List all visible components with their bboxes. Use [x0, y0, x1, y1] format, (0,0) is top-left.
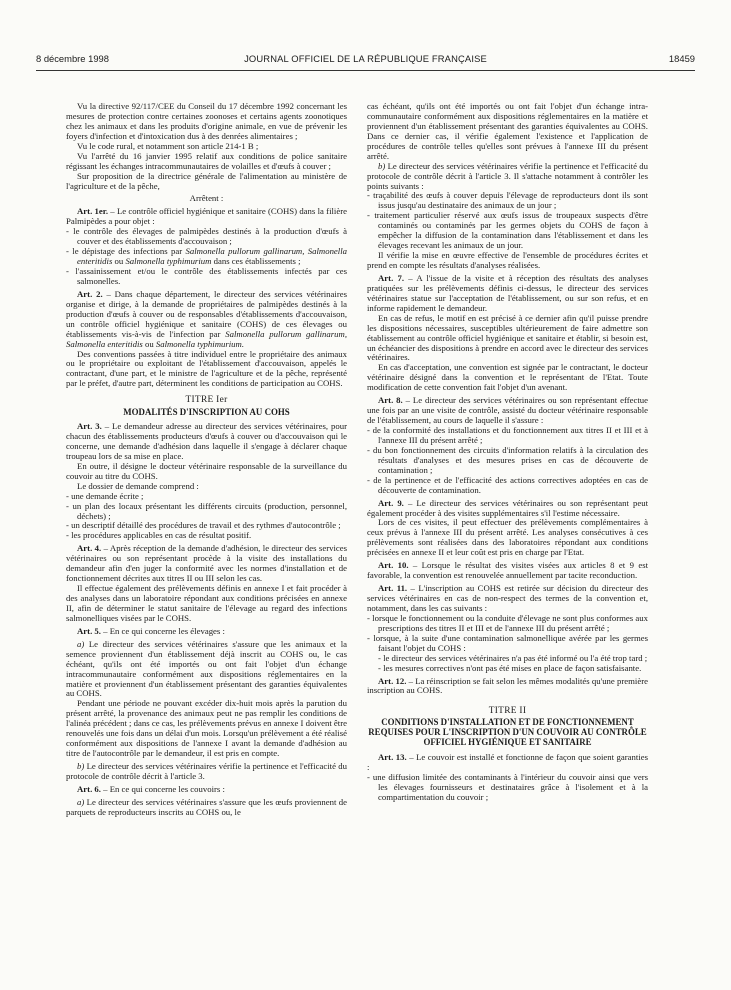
right-column — [367, 102, 648, 803]
article-6-point-a: a) Le directeur des services vétérinaires s'assure que les œufs proviennent de parquets de reproducteurs inscrits au COHS ou, le — [66, 796, 347, 817]
header-rule — [36, 70, 695, 71]
article-3-item: - un plan des locaux présentant les différents circuits (production, personnel, déchets) ; — [66, 500, 347, 521]
article-3-heading: Art. 3. — [77, 421, 102, 432]
article-10-heading: Art. 10. — [378, 560, 409, 571]
titre-1-heading: TITRE Ier — [185, 395, 228, 406]
article-3: Art. 3. – Le demandeur adresse au directeur des services vétérinaires, pour chacun des établissements producteurs d'œufs à couver ou d'accouvaison qui le concerne, une demande d'adhésion dans laquelle il s'engage à déclarer chaque troupeau lors de sa mise en place. — [66, 421, 347, 461]
article-3-item: - un descriptif détaillé des procédures de travail et des rythmes d'autocontrôle ; — [66, 520, 341, 531]
article-5-point-a: a) Le directeur des services vétérinaires s'assure que les animaux et la semence proviennent d'un établissement déjà inscrit au COHS ou, le cas échéant, qu'ils ont été importés ou ont fait l'objet d'un échange intracommunautaire conformément aux dispositions réglementaires en la matière et proviennent d'un établissement présentant des garanties équivalentes au COHS. — [66, 638, 347, 699]
article-9-heading: Art. 9. — [378, 497, 404, 508]
visa-directive: Vu la directive 92/117/CEE du Conseil du 17 décembre 1992 concernant les mesures de protection contre certaines zoonoses et certains agents zoonotiques chez les animaux et dans les produits d'origine animale, en vue de prévenir les foyers d'infection et d'intoxication dus à des denrées alimentaires ; — [66, 101, 347, 141]
header-journal-title: JOURNAL OFFICIEL DE LA RÉPUBLIQUE FRANÇAISE — [244, 53, 487, 64]
article-5: Art. 5. – En ce qui concerne les élevages : — [77, 625, 225, 636]
article-11-subitem: - le directeur des services vétérinaires n'a pas été informé ou l'a été trop tard ; — [378, 652, 648, 663]
article-6-paragraph: Il vérifie la mise en œuvre effective de l'ensemble de procédures écrites et prend en compte les résultats d'analyses réalisées. — [367, 250, 648, 270]
article-3-paragraph: En outre, il désigne le docteur vétérinaire responsable de la surveillance du couvoir au titre du COHS. — [66, 460, 347, 481]
article-9-paragraph: Lors de ces visites, il peut effectuer des prélèvements complémentaires à ceux prévus à l'annexe III du présent arrêté. Les analyses consécutives à ces prélèvements sont réalisées dans des laboratoires répondant aux conditions précisées en annexe II et leur coût est pris en charge par l'Etat. — [367, 517, 648, 558]
article-4: Art. 4. – Après réception de la demande d'adhésion, le directeur des services vétérinaires ou son représentant procède à la visite des installations du demandeur afin d'en juger la conformité avec les normes d'installation et de fonctionnement décrites aux titres II ou III selon les cas. — [66, 543, 348, 584]
article-8-item: - de la conformité des installations et du fonctionnement aux titres II et III et à l'annexe III du présent arrêté ; — [367, 425, 648, 445]
article-7-paragraph: En cas d'acceptation, une convention est signée par le contractant, le docteur vétérinaire désigné dans la convention et le représentant de l'Etat. Toute modification de cette convention fait l'objet d'un avenant. — [367, 362, 648, 393]
article-2: Art. 2. – Dans chaque département, le directeur des services vétérinaires organise et dirige, à la demande de propriétaires de palmipèdes destinés à la production d'œufs à couver ou de responsables d'établissements d'accouvaison, un contrôle officiel hygiénique et sanitaire (COHS) de ces élevages ou établissements vis-à-vis de l'infection par Salmonella pullorum gallinarum, Salmonella enteritidis ou Salmonella typhimurium. — [66, 288, 347, 349]
article-6: Art. 6. – En ce qui concerne les couvoirs : — [77, 783, 225, 794]
header-page-number: 18459 — [668, 53, 695, 64]
article-9: Art. 9. – Le directeur des services vétérinaires ou son représentant peut également procéder à des visites supplémentaires s'il l'estime nécessaire. — [367, 497, 648, 518]
article-3-item: - une demande écrite ; — [66, 490, 144, 501]
article-12: Art. 12. – La réinscription se fait selon les mêmes modalités qu'une première inscription au COHS. — [367, 675, 648, 696]
article-6-item: - traitement particulier réservé aux œufs issus de troupeaux suspects d'être contaminés ou contaminés par les germes objets du COHS de façon à empêcher la diffusion de la contamination dans l'établissement et dans les élevages recevant les animaux de un jour. — [367, 210, 648, 251]
article-5-point-b: b) Le directeur des services vétérinaires vérifie la pertinence et l'efficacité du protocole de contrôle décrit à l'article 3. — [66, 761, 347, 781]
visa-arrete: Vu l'arrêté du 16 janvier 1995 relatif aux conditions de police sanitaire régissant les échanges intracommunautaires de volailles et d'œufs à couver ; — [66, 150, 347, 171]
titre-1-subheading: MODALITÉS D'INSCRIPTION AU COHS — [123, 406, 290, 417]
titre-2-subheading: CONDITIONS D'INSTALLATION ET DE FONCTIONNEMENT REQUISES POUR L'INSCRIPTION D'UN COUVOIR AU CONTRÔLE OFFICIEL HYGIÉNIQUE ET SANITAIRE — [368, 717, 647, 748]
article-2-paragraph: Des conventions passées à titre individuel entre le propriétaire des animaux ou le propriétaire ou exploitant de l'établissement d'accouvaison, appelés le contractant, d'une part, et le ministre de l'agriculture et de la pêche, représenté par le préfet, d'autre part, déterminent les conditions de participation au COHS. — [66, 348, 347, 389]
article-1-heading: Art. 1er. — [77, 206, 109, 217]
article-11-item: - lorsque le fonctionnement ou la conduite d'élevage ne sont plus conformes aux prescriptions des titres II et III et de l'annexe III du présent arrêté ; — [367, 612, 648, 633]
article-8-heading: Art. 8. — [378, 395, 403, 406]
article-1-item: - le contrôle des élevages de palmipèdes destinés à la production d'œufs à couver et des établissements d'accouvaison ; — [66, 226, 347, 247]
visa-proposition: Sur proposition de la directrice générale de l'alimentation au ministère de l'agriculture et de la pêche, — [66, 170, 347, 191]
article-1: Art. 1er. – Le contrôle officiel hygiénique et sanitaire (COHS) dans la filière Palmipèdes a pour objet : — [66, 206, 347, 227]
article-11-subitem: - les mesures correctives n'ont pas été mises en place de façon satisfaisante. — [378, 662, 642, 673]
article-7-heading: Art. 7. — [378, 272, 405, 283]
article-13-heading: Art. 13. — [378, 752, 407, 762]
article-10: Art. 10. – Lorsque le résultat des visites visées aux articles 8 et 9 est favorable, la convention est renouvelée annuellement par tacite reconduction. — [367, 560, 649, 581]
visa-code-rural: Vu le code rural, et notamment son article 214-1 B ; — [77, 140, 259, 151]
titre-2-heading: TITRE II — [488, 706, 527, 717]
article-6-item: - traçabilité des œufs à couver depuis l'élevage de reproducteurs dont ils sont issus jusqu'au destinataire des animaux de un jour ; — [367, 190, 648, 211]
article-6-continued: cas échéant, qu'ils ont été importés ou ont fait l'objet d'un échange intra-communautaire conformément aux dispositions réglementaires en la matière et proviennent d'un établissement présentant des garanties équivalentes au COHS. Dans ce dernier cas, il vérifie également l'existence et l'application de procédures de contrôle telles qu'elles sont prévues à l'annexe III du présent arrêté. — [367, 101, 648, 161]
running-header — [36, 53, 695, 67]
article-5-heading: Art. 5. — [77, 625, 101, 636]
article-8-item: - du bon fonctionnement des circuits d'information relatifs à la circulation des résultats d'analyses et des mesures prises en cas de découverte de contamination ; — [367, 444, 648, 475]
article-12-heading: Art. 12. — [378, 675, 407, 686]
article-13-item: - une diffusion limitée des contaminants à l'intérieur du couvoir ainsi que vers les élevages fournisseurs et destinataires grâce à l'isolement et à la compartimentation du couvoir ; — [367, 771, 648, 802]
article-6-point-b: b) Le directeur des services vétérinaires vérifie la pertinence et l'efficacité du protocole de contrôle décrit à l'article 3. Il s'attache notamment à contrôler les points suivants : — [367, 160, 648, 191]
article-2-heading: Art. 2. — [77, 288, 103, 299]
article-5-paragraph: Pendant une période ne pouvant excéder dix-huit mois après la parution du présent arrêté, la provenance des animaux peut ne pas remplir les conditions de l'alinéa précédent ; dans ce cas, les prélèvements prévus en annexe I doivent être renouvelés une fois dans un délai d'un mois. Lorsqu'un prélèvement a été réalisé conformément aux dispositions de l'annexe I avant la demande d'adhésion au titre de l'autocontrôle par le demandeur, il est pris en compte. — [66, 698, 347, 759]
article-1-item: - le dépistage des infections par Salmonella pullorum gallinarum, Salmonella enteritidis ou Salmonella typhimurium dans ces établissements ; — [66, 246, 348, 267]
left-column — [66, 102, 347, 818]
article-11-item: - lorsque, à la suite d'une contamination salmonellique avérée par les germes faisant l'objet du COHS : — [367, 632, 648, 653]
article-13: Art. 13. – Le couvoir est installé et fonctionne de façon que soient garanties : — [367, 752, 649, 772]
article-1-item: - l'assainissement et/ou le contrôle des établissements infectés par ces salmonelles. — [66, 266, 347, 286]
article-6-heading: Art. 6. — [77, 783, 101, 794]
arretent-line: Arrêtent : — [189, 193, 224, 204]
article-8-item: - de la pertinence et de l'efficacité des actions correctives adoptées en cas de découverte de contamination. — [367, 474, 648, 495]
article-7-paragraph: En cas de refus, le motif en est précisé à ce dernier afin qu'il puisse prendre les dispositions nécessaires, susceptibles ultérieurement de faire admettre son établissement au contrôle officiel hygiénique et sanitaire et établir, si besoin est, un échéancier des dispositions à prendre en accord avec le directeur des services vétérinaires. — [367, 312, 648, 363]
article-3-item: - les procédures applicables en cas de résultat positif. — [66, 530, 252, 541]
article-11: Art. 11. – L'inscription au COHS est retirée sur décision du directeur des services vétérinaires en cas de non-respect des termes de la convention et, notamment, dans les cas suivants : — [367, 583, 648, 613]
header-date: 8 décembre 1998 — [36, 53, 109, 64]
article-8: Art. 8. – Le directeur des services vétérinaires ou son représentant effectue une fois par an une visite de contrôle, assisté du docteur vétérinaire responsable de l'établissement, au cours de laquelle il s'assure : — [367, 395, 649, 426]
article-4-paragraph: Il effectue également des prélèvements définis en annexe I et fait procéder à des analyses dans un laboratoire répondant aux conditions précisées en annexe II, afin de déterminer le statut sanitaire de l'élevage au regard des infections salmonelliques visées par le COHS. — [66, 583, 347, 623]
article-11-heading: Art. 11. — [378, 583, 408, 594]
article-3-paragraph: Le dossier de demande comprend : — [77, 480, 199, 491]
article-7: Art. 7. – A l'issue de la visite et à réception des résultats des analyses pratiquées sur les prélèvements définis ci-dessus, le directeur des services vétérinaires statue sur l'acceptation de l'établissement, ou sur son refus, et en informe rapidement le demandeur. — [367, 272, 649, 313]
article-4-heading: Art. 4. — [77, 543, 102, 554]
